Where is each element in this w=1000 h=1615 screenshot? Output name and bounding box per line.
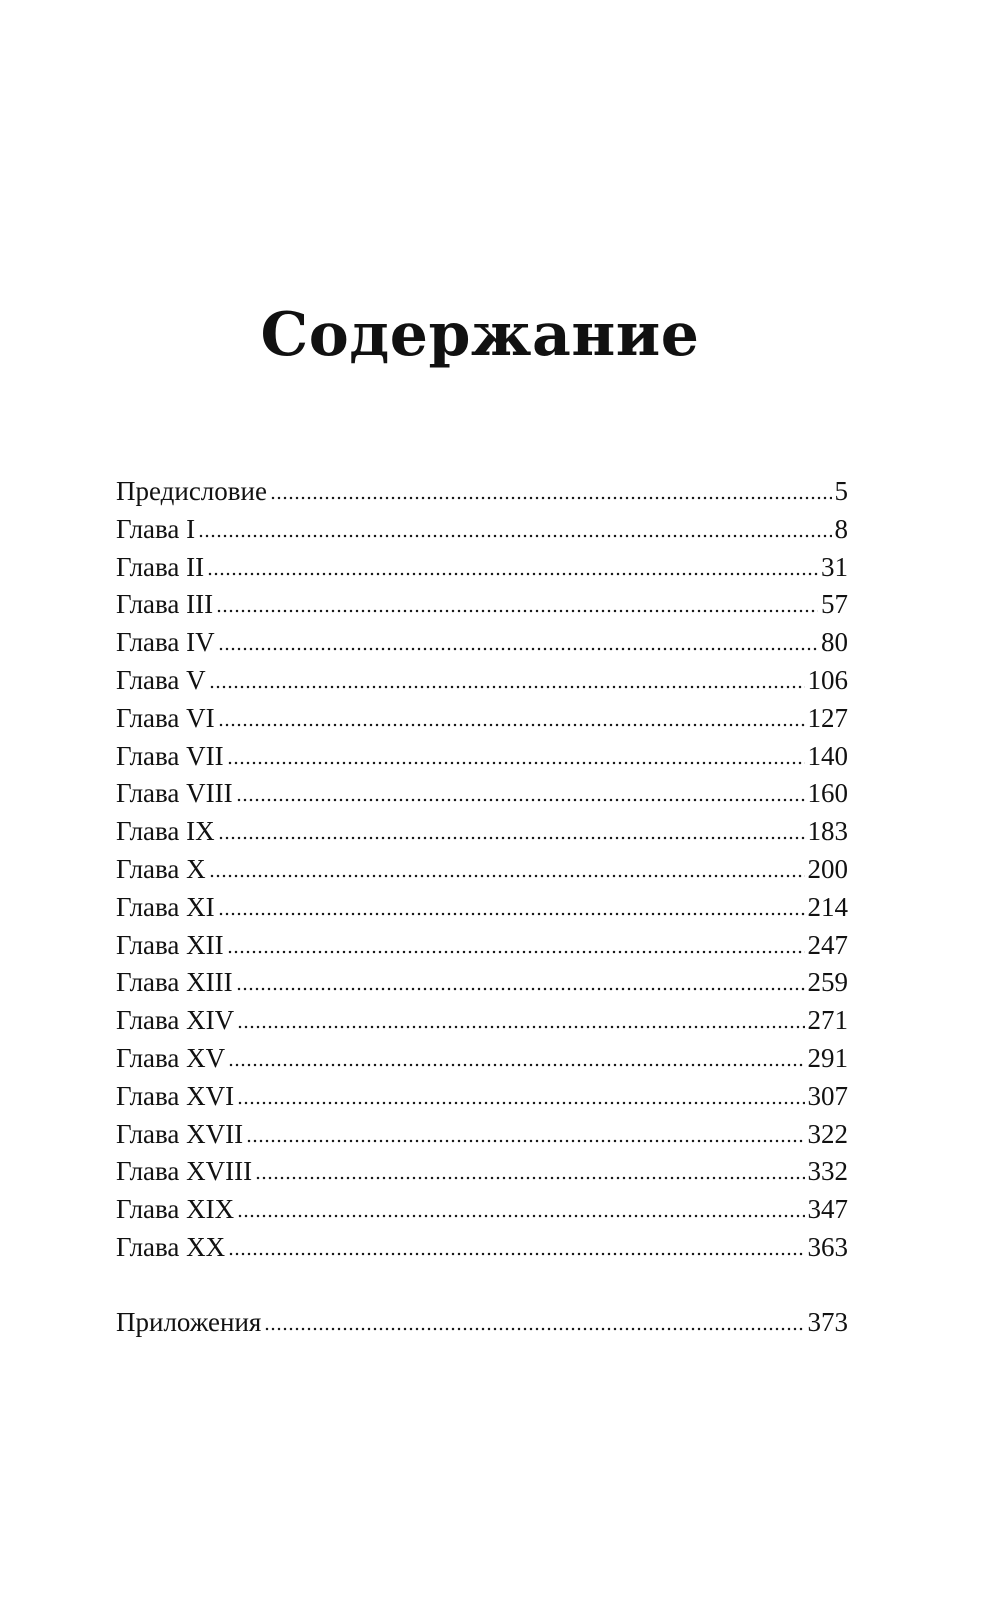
toc-entry-chapter-10[interactable] [116, 851, 848, 889]
dot-leader [237, 1214, 804, 1218]
toc-entry-appendices[interactable] [116, 1304, 848, 1342]
dot-leader [218, 723, 805, 727]
toc-entry-label: Глава III [116, 589, 214, 620]
dot-leader [209, 874, 805, 878]
dot-leader [216, 609, 818, 613]
toc-entry-label: Глава VII [116, 740, 224, 771]
toc-entry-page-number: 57 [821, 589, 848, 620]
toc-entry-label: Глава I [116, 513, 196, 544]
toc-entry-page-number: 200 [807, 853, 848, 884]
toc-entry-chapter-4[interactable] [116, 624, 848, 662]
dot-leader [255, 1176, 804, 1180]
toc-entry-label: Глава XIV [116, 1005, 235, 1036]
toc-entry-chapter-2[interactable] [116, 549, 848, 587]
toc-entry-page-number: 31 [821, 551, 848, 582]
toc-entry-label: Глава II [116, 551, 205, 582]
toc-entry-label: Приложения [116, 1307, 262, 1338]
toc-entry-chapter-7[interactable] [116, 738, 848, 776]
toc-entry-chapter-9[interactable] [116, 813, 848, 851]
toc-entry-chapter-14[interactable] [116, 1002, 848, 1040]
toc-entry-page-number: 80 [821, 627, 848, 658]
toc-entry-page-number: 247 [807, 929, 848, 960]
toc-entry-page-number: 373 [807, 1307, 848, 1338]
toc-entry-label: Глава XVIII [116, 1156, 253, 1187]
toc-entry-page-number: 307 [807, 1080, 848, 1111]
toc-entry-chapter-16[interactable] [116, 1078, 848, 1116]
toc-entry-label: Глава XIII [116, 967, 233, 998]
toc-entry-label: Глава XX [116, 1231, 226, 1262]
dot-leader [270, 496, 832, 500]
toc-entry-page-number: 5 [834, 476, 848, 506]
toc-entry-page-number: 332 [807, 1156, 848, 1187]
page-title: Содержание [260, 300, 700, 370]
toc-entry-label: Глава XI [116, 891, 215, 922]
dot-leader [228, 1063, 804, 1067]
toc-entry-chapter-12[interactable] [116, 927, 848, 965]
toc-entry-page-number: 8 [834, 513, 848, 544]
toc-entry-page-number: 183 [807, 816, 848, 847]
dot-leader [227, 761, 805, 765]
dot-leader [218, 836, 805, 840]
toc-entry-page-number: 259 [807, 967, 848, 998]
toc-entry-label: Глава XV [116, 1042, 226, 1073]
toc-entry-preface[interactable] [116, 473, 848, 511]
dot-leader [207, 572, 818, 576]
dot-leader [198, 534, 831, 538]
toc-entry-chapter-20[interactable] [116, 1229, 848, 1267]
toc-entry-chapter-13[interactable] [116, 964, 848, 1002]
toc-entry-label: Глава X [116, 853, 206, 884]
toc-entry-label: Глава IV [116, 627, 215, 658]
dot-leader [236, 798, 805, 802]
dot-leader [209, 685, 805, 689]
toc-entry-chapter-5[interactable] [116, 662, 848, 700]
toc-entry-label: Глава XVII [116, 1118, 244, 1149]
dot-leader [218, 912, 805, 916]
toc-entry-chapter-17[interactable] [116, 1116, 848, 1154]
toc-entry-page-number: 214 [807, 891, 848, 922]
toc-entry-chapter-6[interactable] [116, 700, 848, 738]
dot-leader [228, 1252, 804, 1256]
toc-entry-page-number: 363 [807, 1231, 848, 1262]
toc-entry-chapter-15[interactable] [116, 1040, 848, 1078]
toc-entry-page-number: 271 [807, 1005, 848, 1036]
toc-entry-page-number: 322 [807, 1118, 848, 1149]
toc-entry-chapter-8[interactable] [116, 775, 848, 813]
dot-leader [264, 1327, 804, 1331]
toc-entry-label: Глава XVI [116, 1080, 235, 1111]
toc-entry-page-number: 347 [807, 1194, 848, 1225]
toc-entry-label: Глава VIII [116, 778, 233, 809]
toc-entry-page-number: 160 [807, 778, 848, 809]
toc-entry-page-number: 127 [807, 702, 848, 733]
dot-leader [237, 1025, 804, 1029]
toc-entry-chapter-18[interactable] [116, 1153, 848, 1191]
dot-leader [236, 987, 805, 991]
toc-entry-label: Глава V [116, 664, 206, 695]
table-of-contents [116, 473, 848, 1342]
toc-entry-page-number: 106 [807, 664, 848, 695]
toc-entry-chapter-19[interactable] [116, 1191, 848, 1229]
toc-entry-label: Глава XII [116, 929, 224, 960]
dot-leader [246, 1139, 804, 1143]
toc-entry-label: Предисловие [116, 476, 267, 506]
toc-entry-chapter-1[interactable] [116, 511, 848, 549]
dot-leader [237, 1101, 804, 1105]
dot-leader [218, 647, 818, 651]
toc-entry-page-number: 140 [807, 740, 848, 771]
toc-entry-chapter-11[interactable] [116, 889, 848, 927]
toc-entry-label: Глава IX [116, 816, 215, 847]
toc-entry-label: Глава XIX [116, 1194, 235, 1225]
dot-leader [227, 950, 805, 954]
toc-entry-label: Глава VI [116, 702, 215, 733]
toc-entry-chapter-3[interactable] [116, 586, 848, 624]
toc-entry-page-number: 291 [807, 1042, 848, 1073]
